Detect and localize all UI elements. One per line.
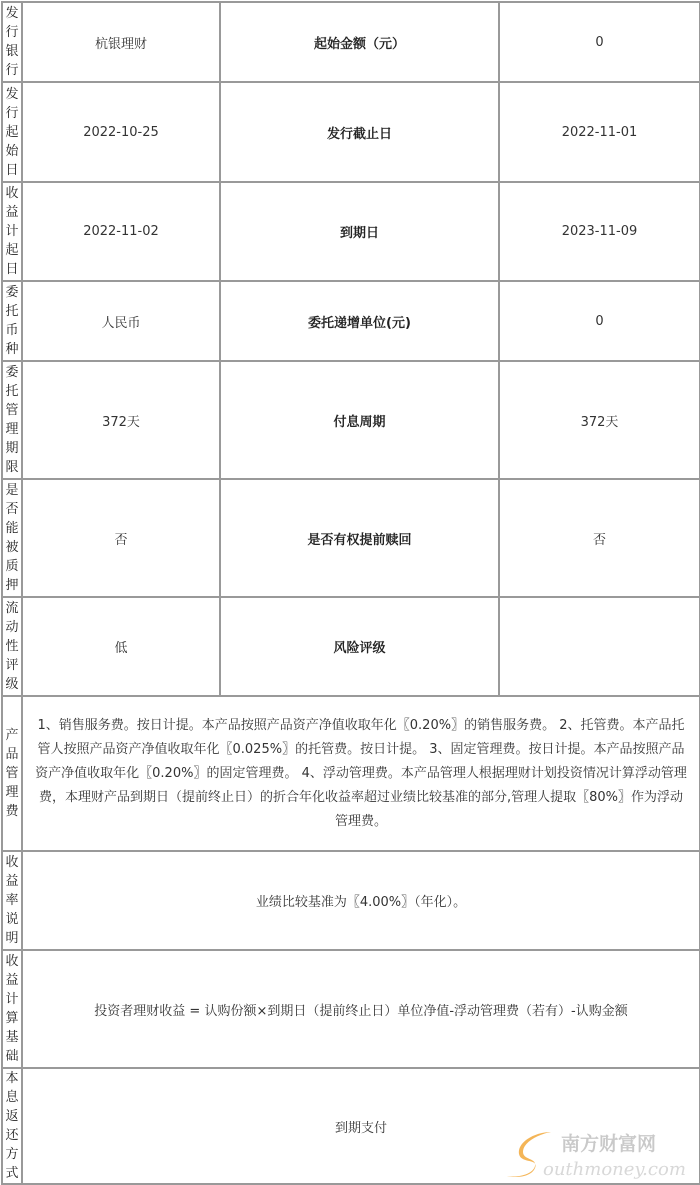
min-amount-value: 0 xyxy=(499,2,700,82)
table-row xyxy=(2,950,700,1068)
watermark-logo xyxy=(505,1128,700,1182)
row-header-issuer: 发行银行 xyxy=(2,2,22,82)
row-header-pledge: 是否能被质押 xyxy=(2,479,22,597)
row-header-issue-start: 发行起始日 xyxy=(2,82,22,182)
early-redeem-label: 是否有权提前赎回 xyxy=(220,479,499,597)
table-row xyxy=(2,82,700,182)
yield-start-value: 2022-11-02 xyxy=(22,182,220,281)
table-row xyxy=(2,361,700,479)
row-header-yield-start: 收益计起日 xyxy=(2,182,22,281)
term-value: 372天 xyxy=(22,361,220,479)
currency-value: 人民币 xyxy=(22,281,220,361)
table-row xyxy=(2,182,700,281)
pledge-value: 否 xyxy=(22,479,220,597)
table-row xyxy=(2,696,700,851)
row-header-liquidity: 流动性评级 xyxy=(2,597,22,696)
table-row xyxy=(2,2,700,82)
table-row xyxy=(2,281,700,361)
risk-rating-label: 风险评级 xyxy=(220,597,499,696)
table-row xyxy=(2,597,700,696)
watermark-cn: 南方财富网 xyxy=(561,1133,657,1155)
yield-desc-text: 业绩比较基准为〖4.00%〗（年化）。 xyxy=(22,851,700,950)
watermark-en: outhmoney.com xyxy=(543,1159,686,1180)
row-header-yield-calc: 收益计算基础 xyxy=(2,950,22,1068)
table-row xyxy=(2,479,700,597)
issuer-value: 杭银理财 xyxy=(22,2,220,82)
issue-end-label: 发行截止日 xyxy=(220,82,499,182)
row-header-fees: 产品管理费 xyxy=(2,696,22,851)
issue-start-value: 2022-10-25 xyxy=(22,82,220,182)
min-amount-label: 起始金额（元） xyxy=(220,2,499,82)
row-header-repayment: 本息返还方式 xyxy=(2,1068,22,1184)
maturity-value: 2023-11-09 xyxy=(499,182,700,281)
liquidity-value: 低 xyxy=(22,597,220,696)
row-header-currency: 委托币种 xyxy=(2,281,22,361)
row-header-yield-desc: 收益率说明 xyxy=(2,851,22,950)
maturity-label: 到期日 xyxy=(220,182,499,281)
early-redeem-value: 否 xyxy=(499,479,700,597)
product-info-table xyxy=(1,1,700,1185)
row-header-term: 委托管理期限 xyxy=(2,361,22,479)
interest-period-label: 付息周期 xyxy=(220,361,499,479)
increment-label: 委托递增单位(元) xyxy=(220,281,499,361)
issue-end-value: 2022-11-01 xyxy=(499,82,700,182)
repayment-text: 到期支付 xyxy=(22,1068,700,1184)
increment-value: 0 xyxy=(499,281,700,361)
risk-rating-value xyxy=(499,597,700,696)
yield-calc-text: 投资者理财收益 = 认购份额×到期日（提前终止日）单位净值-浮动管理费（若有）-认购金额 xyxy=(22,950,700,1068)
fees-text: 1、销售服务费。按日计提。本产品按照产品资产净值收取年化〖0.20%〗的销售服务费。 2、托管费。本产品托管人按照产品资产净值收取年化〖0.025%〗的托管费。按日计提。 3、固定管理费。按日计提。本产品按照产品资产净值收取年化〖0.20%〗的固定管理费。 4、浮动管理费。本产品管理人根据理财计划投资情况计算浮动管理费，本理财产品到期日（提前终止日）的折合年化收益率超过业绩比较基准的部分,管理人提取〖80%〗作为浮动管理费。 xyxy=(22,696,700,851)
interest-period-value: 372天 xyxy=(499,361,700,479)
table-row xyxy=(2,851,700,950)
